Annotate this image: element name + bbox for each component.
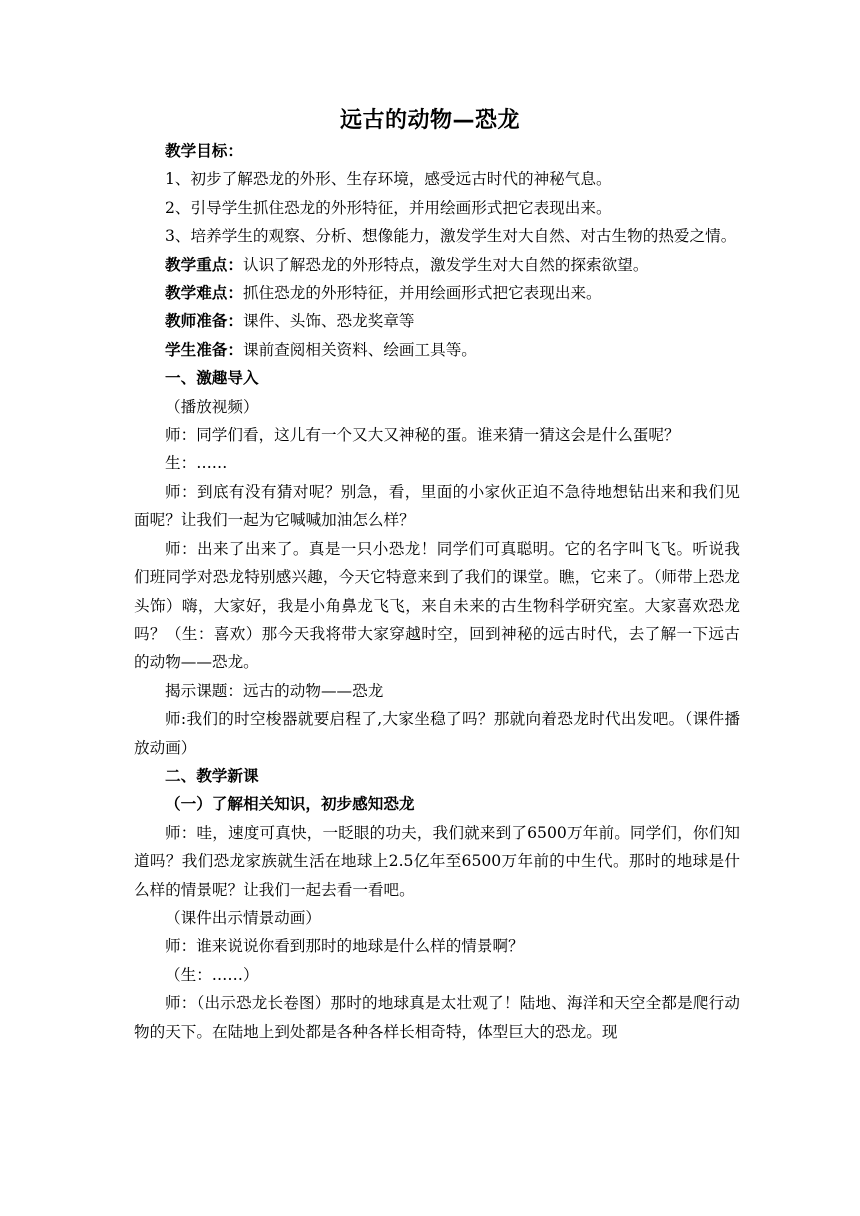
objectives-heading: 教学目标：: [165, 142, 243, 160]
paragraph: 师:我们的时空梭器就要启程了,大家坐稳了吗？那就向着恐龙时代出发吧。（课件播放动画）: [134, 710, 740, 757]
paragraph: 师：同学们看，这儿有一个又大又神秘的蛋。谁来猜一猜这会是什么蛋呢？: [165, 426, 680, 445]
student-prep: [134, 336, 740, 364]
key-point-label: 教学重点：: [165, 255, 243, 274]
key-point-text: 认识了解恐龙的外形特点，激发学生对大自然的探索欲望。: [242, 255, 649, 274]
teacher-prep-text: 课件、头饰、恐龙奖章等: [242, 312, 415, 331]
student-prep-label: 学生准备：: [165, 340, 243, 359]
paragraph: 师：哇，速度可真快，一眨眼的功夫，我们就来到了6500万年前。同学们，你们知道吗？我们恐龙家族就生活在地球上2.5亿年至6500万年前的中生代。那时的地球是什么样的情景呢？让我们一起去看一看吧。: [134, 823, 740, 899]
teacher-prep: [134, 307, 740, 335]
difficulty-text: 抓住恐龙的外形特征，并用绘画形式把它表现出来。: [242, 284, 602, 303]
document-title: 远古的动物—恐龙: [339, 108, 520, 133]
section-heading: 一、激趣导入: [165, 369, 259, 388]
paragraph: （生：……）: [165, 965, 259, 984]
objective-item: 3、培养学生的观察、分析、想像能力，激发学生对大自然、对古生物的热爱之情。: [165, 227, 737, 246]
objective-item: 1、初步了解恐龙的外形、生存环境，感受远古时代的神秘气息。: [165, 170, 612, 189]
document-body: [134, 137, 740, 1046]
objective-item: 2、引导学生抓住恐龙的外形特征，并用绘画形式把它表现出来。: [165, 198, 612, 217]
student-prep-text: 课前查阅相关资料、绘画工具等。: [242, 340, 477, 359]
difficulty: [134, 279, 740, 307]
key-point: [134, 251, 740, 279]
paragraph: 师：谁来说说你看到那时的地球是什么样的情景啊？: [165, 937, 524, 956]
paragraph: 师：到底有没有猜对呢？别急，看，里面的小家伙正迫不急待地想钻出来和我们见面呢？让我们一起为它喊喊加油怎么样？: [134, 482, 740, 530]
paragraph: （播放视频）: [165, 397, 259, 416]
section-heading: 二、教学新课: [165, 766, 259, 785]
paragraph: 揭示课题：远古的动物——恐龙: [165, 681, 384, 700]
teacher-prep-label: 教师准备：: [165, 312, 243, 331]
paragraph: 生：……: [165, 454, 228, 473]
paragraph: 师：（出示恐龙长卷图）那时的地球真是太壮观了！陆地、海洋和天空全都是爬行动物的天下。在陆地上到处都是各种各样长相奇特，体型巨大的恐龙。现: [134, 994, 740, 1041]
subsection-heading: （一）了解相关知识，初步感知恐龙: [165, 795, 415, 814]
paragraph: （课件出示情景动画）: [165, 908, 321, 927]
difficulty-label: 教学难点：: [165, 284, 243, 303]
paragraph: 师：出来了出来了。真是一只小恐龙！同学们可真聪明。它的名字叫飞飞。听说我们班同学对恐龙特别感兴趣，今天它特意来到了我们的课堂。瞧，它来了。（师带上恐龙头饰）嗨，大家好，我是小角鼻龙飞飞，来自未来的古生物科学研究室。大家喜欢恐龙吗？（生：喜欢）那今天我将带大家穿越时空，回到神秘的远古时代，去了解一下远古的动物——恐龙。: [134, 539, 740, 672]
